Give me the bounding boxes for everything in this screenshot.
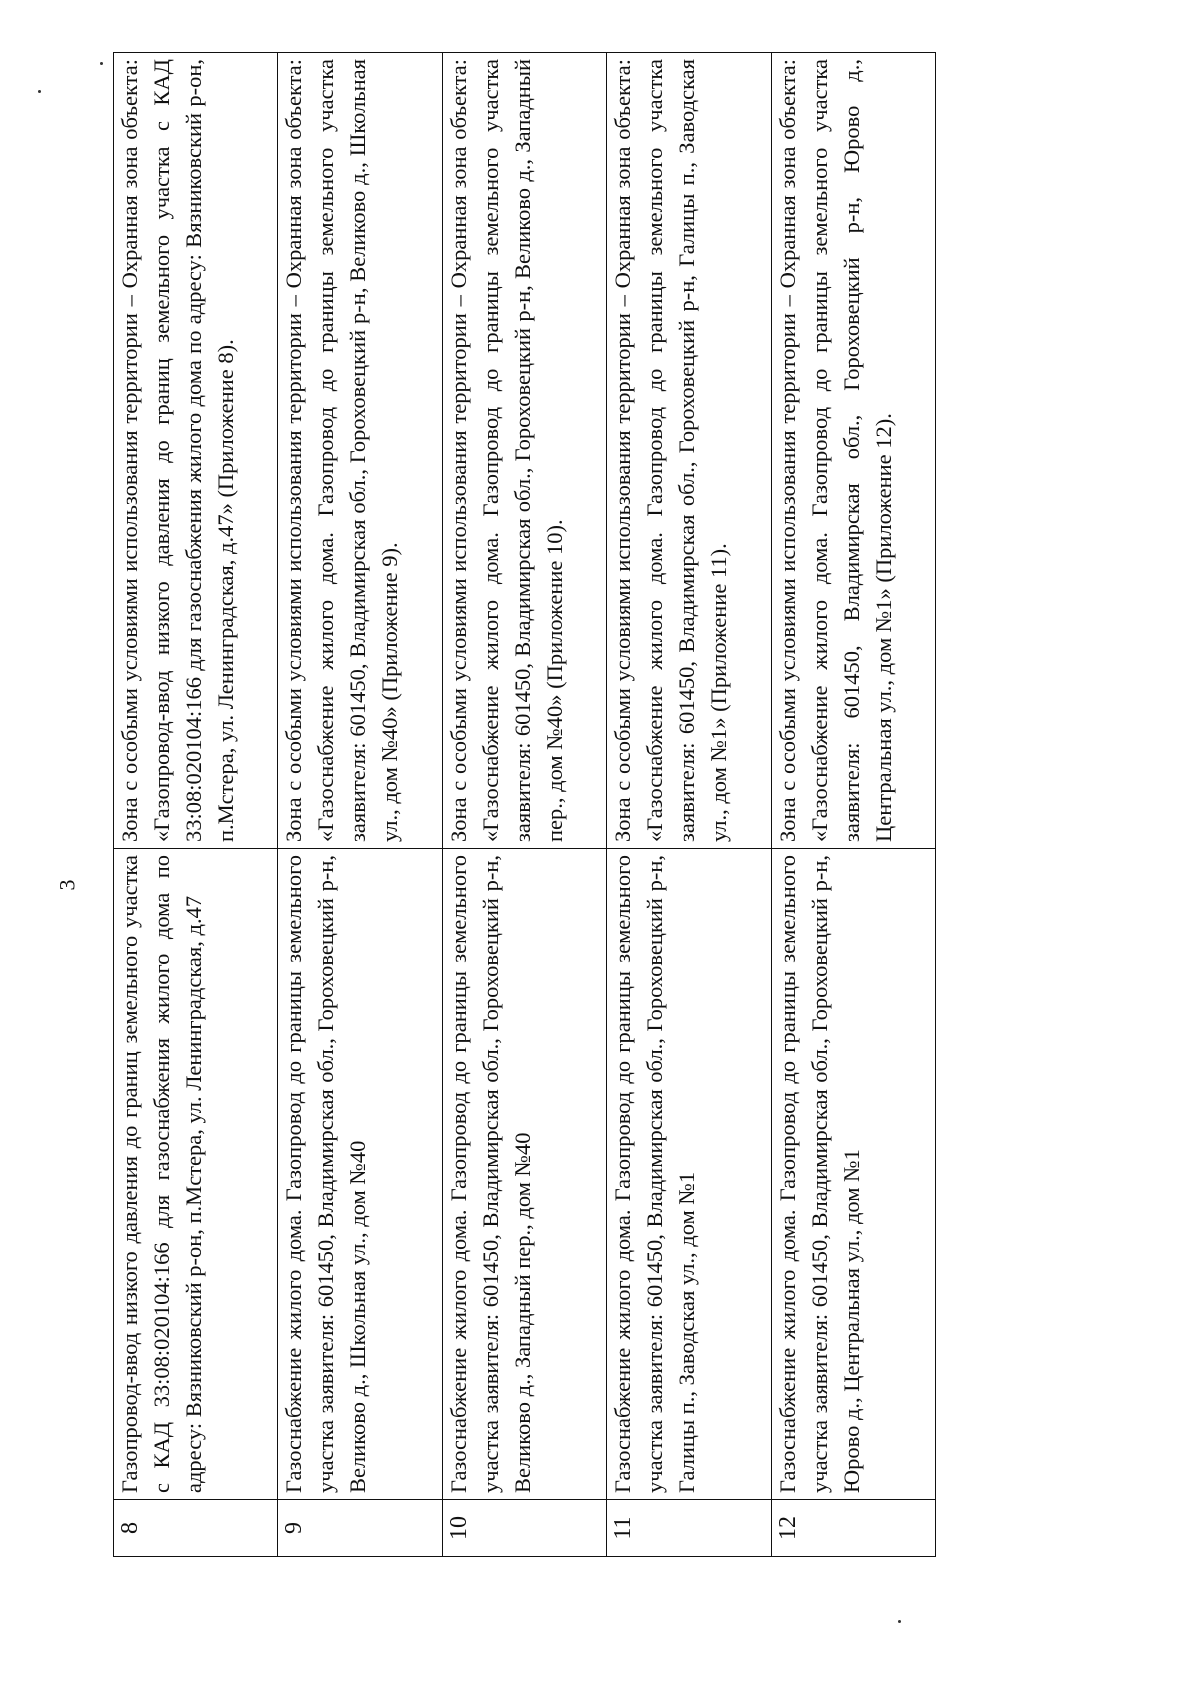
scan-speck [38,90,41,93]
row-number: 8 [114,1500,278,1557]
row-number: 10 [442,1500,606,1557]
rotated-page-content [113,52,936,1557]
object-description: Газоснабжение жилого дома. Газопровод до границы земельного участка заявителя: 601450, Владимирская обл., Гороховецкий р-н, Юрово д., Центральная ул., дом №1 [771,849,935,1500]
protection-zone-description: Зона с особыми условиями использования территории – Охранная зона объекта: «Газоснабжение жилого дома. Газопровод до границы земельного участка заявителя: 601450, Владимирская обл., Гороховецкий р-н, Великово д., Школьная ул., дом №40» (Приложение 9). [278,53,442,849]
table-row [442,53,606,1557]
object-description: Газоснабжение жилого дома. Газопровод до границы земельного участка заявителя: 601450, Владимирская обл., Гороховецкий р-н, Великово д., Школьная ул., дом №40 [278,849,442,1500]
protection-zone-description: Зона с особыми условиями использования территории – Охранная зона объекта: «Газоснабжение жилого дома. Газопровод до границы земельного участка заявителя: 601450, Владимирская обл., Гороховецкий р-н, Юрово д., Центральная ул., дом №1» (Приложение 12). [771,53,935,849]
object-description: Газоснабжение жилого дома. Газопровод до границы земельного участка заявителя: 601450, Владимирская обл., Гороховецкий р-н, Великово д., Западный пер., дом №40 [442,849,606,1500]
document-table-frame [113,52,936,1557]
protection-zone-description: Зона с особыми условиями использования территории – Охранная зона объекта: «Газопровод-ввод низкого давления до границ земельного участка с КАД 33:08:020104:166 для газоснабжения жилого дома по адресу: Вязниковский р-он, п.Мстера, ул. Ленинградская, д.47» (Приложение 8). [114,53,278,849]
scan-speck [898,1620,901,1623]
row-number: 12 [771,1500,935,1557]
table-row [607,53,771,1557]
table-row [114,53,278,1557]
object-description: Газоснабжение жилого дома. Газопровод до границы земельного участка заявителя: 601450, Владимирская обл., Гороховецкий р-н, Галицы п., Заводская ул., дом №1 [607,849,771,1500]
row-number: 11 [607,1500,771,1557]
object-description: Газопровод-ввод низкого давления до границ земельного участка с КАД 33:08:020104:166 для газоснабжения жилого дома по адресу: Вязниковский р-он, п.Мстера, ул. Ленинградская, д.47 [114,849,278,1500]
page-number: 3 [54,879,80,891]
table-row [278,53,442,1557]
protection-zone-description: Зона с особыми условиями использования территории – Охранная зона объекта: «Газоснабжение жилого дома. Газопровод до границы земельного участка заявителя: 601450, Владимирская обл., Гороховецкий р-н, Великово д., Западный пер., дом №40» (Приложение 10). [442,53,606,849]
row-number: 9 [278,1500,442,1557]
protection-zone-description: Зона с особыми условиями использования территории – Охранная зона объекта: «Газоснабжение жилого дома. Газопровод до границы земельного участка заявителя: 601450, Владимирская обл., Гороховецкий р-н, Галицы п., Заводская ул., дом №1» (Приложение 11). [607,53,771,849]
objects-table [113,52,936,1557]
scan-speck [100,62,103,65]
table-row [771,53,935,1557]
